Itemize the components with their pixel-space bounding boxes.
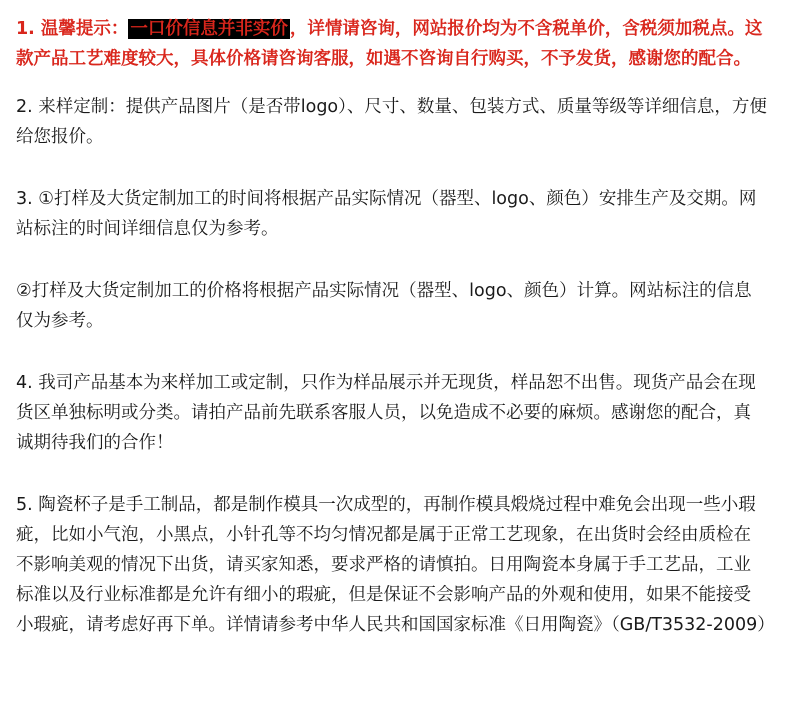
production-price-item: ②打样及大货定制加工的价格将根据产品实际情况（器型、logo、颜色）计算。网站标注的信息仅为参考。: [16, 281, 752, 331]
warning-text: ，详情请咨询，网站报价均为不含税单价，含税须加税点。这款产品工艺难度较大，具体价格请咨询客服，如遇不咨询自行购买，不予发货，感谢您的配合。: [16, 19, 763, 69]
production-time-item: 3. ①打样及大货定制加工的时间将根据产品实际情况（器型、logo、颜色）安排生产及交期。网站标注的时间详细信息仅为参考。: [16, 189, 757, 239]
stock-notice-item: 4. 我司产品基本为来样加工或定制，只作为样品展示并无现货，样品恕不出售。现货产品会在现货区单独标明或分类。请拍产品前先联系客服人员，以免造成不必要的麻烦。感谢您的配合，真诚期待我们的合作！: [16, 373, 756, 453]
price-highlight: 一口价信息并非实价: [130, 19, 288, 39]
warning-notice: [16, 14, 768, 74]
custom-sample-item: 2. 来样定制：提供产品图片（是否带logo）、尺寸、数量、包装方式、质量等级等详细信息，方便给您报价。: [16, 97, 767, 147]
ceramic-defect-item: 5. 陶瓷杯子是手工制品，都是制作模具一次成型的，再制作模具煅烧过程中难免会出现一些小瑕疵，比如小气泡，小黑点，小针孔等不均匀情况都是属于正常工艺现象，在出货时会经由质检在不影响美观的情况下出货，请买家知悉，要求严格的请慎拍。日用陶瓷本身属于手工艺品，工业标准以及行业标准都是允许有细小的瑕疵，但是保证不会影响产品的外观和使用，如果不能接受小瑕疵，请考虑好再下单。详情请参考中华人民共和国国家标准《日用陶瓷》（GB/T3532-2009）: [16, 495, 775, 635]
warning-prefix: 1. 温馨提示：: [16, 19, 129, 39]
